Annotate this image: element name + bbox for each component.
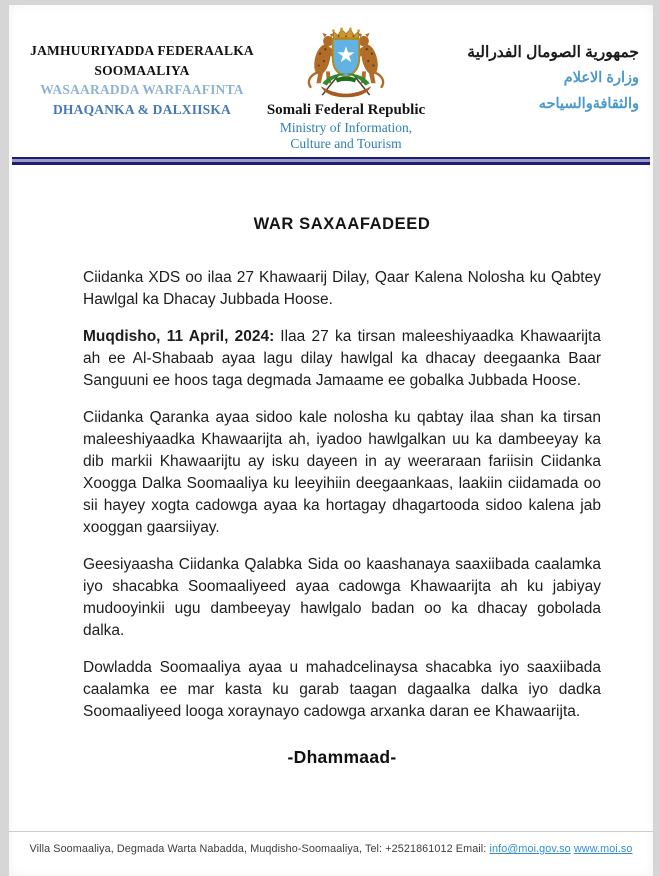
letterhead-arabic-block (427, 39, 645, 117)
paragraph-2: Ciidanka Qaranka ayaa sidoo kale nolosha ku qabtay ilaa shan ka tirsan maleeshiyaadka Khawaarijta ah, iyadoo hawlgalkan uu ka dambeeyay ka dib markii Khawaarijtu ay isku dayeen in ay weeraraan fariisin Ciidanka Xoogga Dalka Soomaaliya ku leeyihiin deegaankaas, laakiin ciidamada oo sii hayey xogta cadowga ayaa ka hortagay dhagartooda sidoo kalena jab xooggan gaarsiiyay. (83, 409, 601, 536)
somalia-coat-of-arms-icon (294, 27, 398, 101)
ministry-name-arabic-line1: وزارة الاعلام (563, 70, 639, 87)
website-link[interactable]: www.moi.so (573, 843, 633, 855)
paragraph-text-1: Ilaa 27 ka tirsan maleeshiyaadka Khawaarijta ah ee Al-Shabaab ayaa lagu dilay hawlgal ka dhacay deegaanka Baar Sanguuni ee hoos taga degmada Jamaame ee gobalka Jubbada Hoose. (83, 328, 601, 389)
headline-paragraph: Ciidanka XDS oo ilaa 27 Khawaarij Dilay, Qaar Kalena Nolosha ku Qabtey Hawlgal ka Dhacay Jubbada Hoose. (83, 269, 601, 308)
press-release-body (9, 215, 653, 768)
dateline-paragraph (83, 326, 601, 392)
ministry-name-arabic-line2: والثقافةوالسياحه (538, 95, 639, 112)
paragraph-4: Dowladda Soomaaliya ayaa u mahadcelinaysa shacabka iyo saaxiibada caalamka ee mar kasta ku garab taagan dagaalka dalka iyo dadka Soomaaliyeed looga xoraynayo cadowga arxanka daran ee Khawaarijta. (83, 659, 601, 720)
footer-contact-line (9, 832, 653, 876)
letterhead (9, 5, 653, 152)
crown (332, 28, 360, 39)
ministry-name-somali-line1: WASAARADDA WARFAAFINTA (40, 82, 244, 98)
paragraph-3: Geesiyaasha Ciidanka Qalabka Sida oo kaashanaya saaxiibada caalamka iyo shacabka Soomaaliyeed ayaa cadowga Khawaarijta ah ku jabiyay mudooyinkii ugu dambeeyay hawlgalo badan oo ka dhacay gobolada dalka. (83, 556, 601, 639)
republic-name-arabic: جمهورية الصومال الفدرالية (467, 44, 639, 61)
dateline: Muqdisho, 11 April, 2024: (83, 328, 275, 345)
republic-name-english: Somali Federal Republic (266, 102, 426, 118)
ministry-name-somali-line2: DHAQANKA & DALXIISKA (52, 101, 232, 117)
footer-address-text: Villa Soomaaliya, Degmada Warta Nabadda, Muqdisho-Soomaaliya, Tel: +2521861012 Email: (29, 843, 487, 855)
letterhead-center-block (265, 27, 427, 152)
ministry-name-english: Ministry of Information, Culture and Tourism (279, 120, 413, 151)
email-link[interactable]: info@moi.gov.so (489, 843, 571, 855)
shield (333, 39, 360, 77)
republic-name-somali-line1: JAMHUURIYADDA FEDERAALKA (30, 43, 254, 58)
page-footer (9, 831, 653, 876)
closing-mark: -Dhammaad- (287, 747, 397, 767)
header-rule (12, 157, 650, 165)
republic-name-somali-line2: SOOMAALIYA (94, 62, 190, 78)
press-release-title: WAR SAXAAFADEED (253, 215, 431, 233)
press-release-page (9, 5, 653, 876)
letterhead-somali-block (19, 41, 265, 119)
